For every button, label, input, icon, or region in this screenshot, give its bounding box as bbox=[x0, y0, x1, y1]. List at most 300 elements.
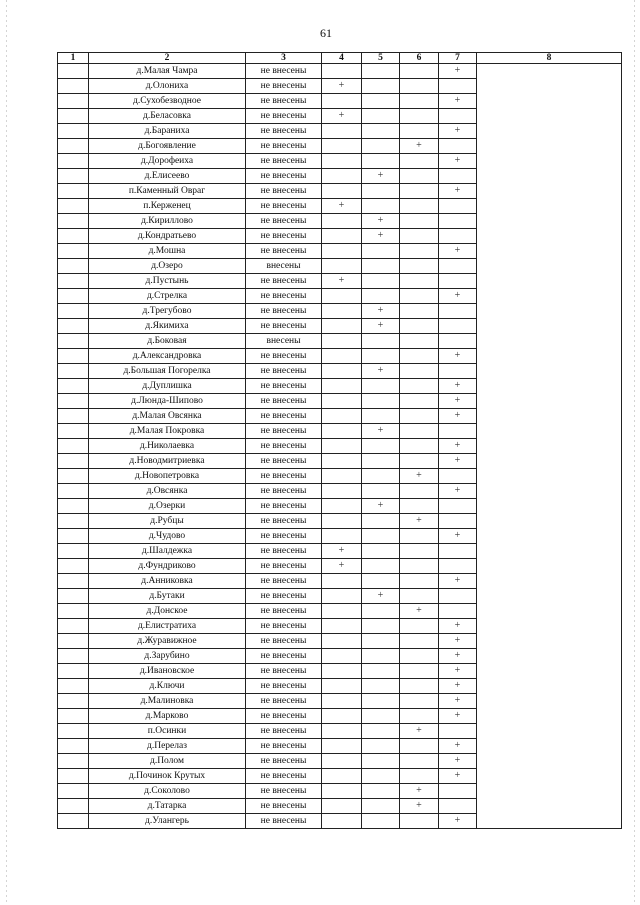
column-7-mark-cell bbox=[439, 424, 477, 439]
column-5-mark-cell bbox=[362, 79, 400, 94]
column-4-mark-cell bbox=[322, 379, 362, 394]
column-8-cell bbox=[477, 319, 622, 334]
status-cell: не внесены bbox=[246, 349, 322, 364]
column-7-mark-cell: + bbox=[439, 289, 477, 304]
column-8-cell bbox=[477, 259, 622, 274]
column-4-mark-cell bbox=[322, 529, 362, 544]
column-6-mark-cell: + bbox=[400, 784, 439, 799]
column-4-mark-cell bbox=[322, 244, 362, 259]
column-6-mark-cell bbox=[400, 409, 439, 424]
column-5-mark-cell bbox=[362, 454, 400, 469]
status-cell: не внесены bbox=[246, 109, 322, 124]
table-row bbox=[58, 124, 622, 139]
settlement-name-cell: д.Елисеево bbox=[89, 169, 246, 184]
column-4-mark-cell bbox=[322, 634, 362, 649]
column-header-1: 1 bbox=[58, 53, 89, 64]
column-8-cell bbox=[477, 154, 622, 169]
status-cell: не внесены bbox=[246, 244, 322, 259]
column-4-mark-cell bbox=[322, 814, 362, 829]
row-number-cell bbox=[58, 469, 89, 484]
row-number-cell bbox=[58, 514, 89, 529]
column-header-4: 4 bbox=[322, 53, 362, 64]
column-7-mark-cell bbox=[439, 469, 477, 484]
status-cell: не внесены bbox=[246, 649, 322, 664]
row-number-cell bbox=[58, 724, 89, 739]
table-row bbox=[58, 349, 622, 364]
column-4-mark-cell bbox=[322, 649, 362, 664]
column-4-mark-cell bbox=[322, 439, 362, 454]
status-cell: не внесены bbox=[246, 124, 322, 139]
status-cell: не внесены bbox=[246, 769, 322, 784]
row-number-cell bbox=[58, 424, 89, 439]
column-5-mark-cell bbox=[362, 514, 400, 529]
column-8-cell bbox=[477, 559, 622, 574]
settlement-name-cell: д.Соколово bbox=[89, 784, 246, 799]
column-8-cell bbox=[477, 619, 622, 634]
row-number-cell bbox=[58, 364, 89, 379]
column-4-mark-cell bbox=[322, 424, 362, 439]
column-5-mark-cell bbox=[362, 724, 400, 739]
column-7-mark-cell bbox=[439, 214, 477, 229]
table-row bbox=[58, 409, 622, 424]
column-8-cell bbox=[477, 649, 622, 664]
table-row bbox=[58, 619, 622, 634]
settlement-name-cell: д.Стрелка bbox=[89, 289, 246, 304]
settlement-name-cell: д.Елистратиха bbox=[89, 619, 246, 634]
column-5-mark-cell bbox=[362, 244, 400, 259]
column-4-mark-cell bbox=[322, 724, 362, 739]
column-4-mark-cell bbox=[322, 184, 362, 199]
column-4-mark-cell: + bbox=[322, 79, 362, 94]
settlement-name-cell: д.Бараниха bbox=[89, 124, 246, 139]
column-7-mark-cell bbox=[439, 274, 477, 289]
column-8-cell bbox=[477, 739, 622, 754]
settlement-name-cell: д.Фундриково bbox=[89, 559, 246, 574]
table-row bbox=[58, 259, 622, 274]
column-4-mark-cell: + bbox=[322, 199, 362, 214]
column-6-mark-cell bbox=[400, 484, 439, 499]
column-4-mark-cell bbox=[322, 679, 362, 694]
status-cell: внесены bbox=[246, 259, 322, 274]
settlement-name-cell: д.Малая Покровка bbox=[89, 424, 246, 439]
table-row bbox=[58, 724, 622, 739]
settlement-name-cell: д.Большая Погорелка bbox=[89, 364, 246, 379]
column-8-cell bbox=[477, 439, 622, 454]
column-7-mark-cell: + bbox=[439, 394, 477, 409]
column-6-mark-cell bbox=[400, 319, 439, 334]
column-8-cell bbox=[477, 814, 622, 829]
row-number-cell bbox=[58, 289, 89, 304]
status-cell: не внесены bbox=[246, 184, 322, 199]
column-5-mark-cell bbox=[362, 184, 400, 199]
column-5-mark-cell: + bbox=[362, 589, 400, 604]
column-8-cell bbox=[477, 784, 622, 799]
status-cell: не внесены bbox=[246, 604, 322, 619]
settlement-name-cell: д.Чудово bbox=[89, 529, 246, 544]
table-row bbox=[58, 154, 622, 169]
settlement-name-cell: д.Николаевка bbox=[89, 439, 246, 454]
status-cell: не внесены bbox=[246, 79, 322, 94]
row-number-cell bbox=[58, 394, 89, 409]
column-4-mark-cell: + bbox=[322, 109, 362, 124]
status-cell: не внесены bbox=[246, 274, 322, 289]
column-7-mark-cell bbox=[439, 784, 477, 799]
row-number-cell bbox=[58, 619, 89, 634]
column-4-mark-cell bbox=[322, 409, 362, 424]
settlement-name-cell: д.Мошна bbox=[89, 244, 246, 259]
status-cell: не внесены bbox=[246, 64, 322, 79]
settlement-name-cell: д.Новопетровка bbox=[89, 469, 246, 484]
column-5-mark-cell bbox=[362, 334, 400, 349]
column-6-mark-cell bbox=[400, 199, 439, 214]
column-8-cell bbox=[477, 799, 622, 814]
column-4-mark-cell: + bbox=[322, 559, 362, 574]
column-4-mark-cell bbox=[322, 364, 362, 379]
right-scan-edge bbox=[634, 0, 635, 905]
settlement-name-cell: д.Журавижное bbox=[89, 634, 246, 649]
column-6-mark-cell bbox=[400, 634, 439, 649]
column-6-mark-cell: + bbox=[400, 139, 439, 154]
column-7-mark-cell: + bbox=[439, 694, 477, 709]
column-header-2: 2 bbox=[89, 53, 246, 64]
settlement-name-cell: д.Марково bbox=[89, 709, 246, 724]
status-cell: не внесены bbox=[246, 784, 322, 799]
column-4-mark-cell bbox=[322, 169, 362, 184]
column-4-mark-cell bbox=[322, 94, 362, 109]
settlement-name-cell: п.Осинки bbox=[89, 724, 246, 739]
column-6-mark-cell bbox=[400, 154, 439, 169]
table-row bbox=[58, 79, 622, 94]
table-row bbox=[58, 754, 622, 769]
column-6-mark-cell bbox=[400, 574, 439, 589]
table-row bbox=[58, 694, 622, 709]
table-row bbox=[58, 319, 622, 334]
settlement-name-cell: д.Татарка bbox=[89, 799, 246, 814]
column-8-cell bbox=[477, 574, 622, 589]
column-6-mark-cell bbox=[400, 424, 439, 439]
column-7-mark-cell: + bbox=[439, 619, 477, 634]
status-cell: не внесены bbox=[246, 469, 322, 484]
settlement-name-cell: д.Овсянка bbox=[89, 484, 246, 499]
table-row bbox=[58, 529, 622, 544]
column-7-mark-cell: + bbox=[439, 154, 477, 169]
settlement-name-cell: д.Анниковка bbox=[89, 574, 246, 589]
status-cell: не внесены bbox=[246, 529, 322, 544]
column-6-mark-cell bbox=[400, 229, 439, 244]
column-4-mark-cell bbox=[322, 334, 362, 349]
column-5-mark-cell: + bbox=[362, 364, 400, 379]
table-row bbox=[58, 499, 622, 514]
column-5-mark-cell bbox=[362, 199, 400, 214]
row-number-cell bbox=[58, 229, 89, 244]
table-row bbox=[58, 109, 622, 124]
column-8-cell bbox=[477, 769, 622, 784]
settlement-name-cell: д.Богоявление bbox=[89, 139, 246, 154]
row-number-cell bbox=[58, 709, 89, 724]
column-8-cell bbox=[477, 529, 622, 544]
column-6-mark-cell bbox=[400, 544, 439, 559]
settlement-name-cell: д.Дорофеиха bbox=[89, 154, 246, 169]
column-6-mark-cell bbox=[400, 694, 439, 709]
column-6-mark-cell bbox=[400, 124, 439, 139]
settlement-name-cell: д.Якимиха bbox=[89, 319, 246, 334]
row-number-cell bbox=[58, 199, 89, 214]
status-cell: не внесены bbox=[246, 379, 322, 394]
status-cell: не внесены bbox=[246, 154, 322, 169]
table-row bbox=[58, 424, 622, 439]
settlement-name-cell: д.Александровка bbox=[89, 349, 246, 364]
column-6-mark-cell bbox=[400, 64, 439, 79]
settlement-name-cell: д.Улангерь bbox=[89, 814, 246, 829]
column-5-mark-cell bbox=[362, 694, 400, 709]
column-4-mark-cell: + bbox=[322, 544, 362, 559]
row-number-cell bbox=[58, 784, 89, 799]
table-row bbox=[58, 544, 622, 559]
column-8-cell bbox=[477, 229, 622, 244]
row-number-cell bbox=[58, 79, 89, 94]
status-cell: не внесены bbox=[246, 799, 322, 814]
column-4-mark-cell bbox=[322, 784, 362, 799]
table-row bbox=[58, 169, 622, 184]
column-7-mark-cell: + bbox=[439, 439, 477, 454]
settlement-name-cell: д.Сухобезводное bbox=[89, 94, 246, 109]
column-4-mark-cell bbox=[322, 574, 362, 589]
status-cell: не внесены bbox=[246, 664, 322, 679]
row-number-cell bbox=[58, 109, 89, 124]
column-7-mark-cell: + bbox=[439, 574, 477, 589]
column-4-mark-cell bbox=[322, 694, 362, 709]
column-6-mark-cell bbox=[400, 109, 439, 124]
status-cell: не внесены bbox=[246, 544, 322, 559]
column-5-mark-cell bbox=[362, 769, 400, 784]
column-4-mark-cell bbox=[322, 604, 362, 619]
row-number-cell bbox=[58, 169, 89, 184]
column-8-cell bbox=[477, 124, 622, 139]
settlement-name-cell: д.Шалдежка bbox=[89, 544, 246, 559]
page-number: 61 bbox=[320, 26, 332, 40]
column-5-mark-cell bbox=[362, 154, 400, 169]
table-row bbox=[58, 64, 622, 79]
column-7-mark-cell: + bbox=[439, 679, 477, 694]
settlement-name-cell: д.Малиновка bbox=[89, 694, 246, 709]
column-6-mark-cell: + bbox=[400, 724, 439, 739]
row-number-cell bbox=[58, 589, 89, 604]
column-5-mark-cell bbox=[362, 709, 400, 724]
column-4-mark-cell bbox=[322, 739, 362, 754]
row-number-cell bbox=[58, 319, 89, 334]
status-cell: не внесены bbox=[246, 589, 322, 604]
column-8-cell bbox=[477, 109, 622, 124]
table-row bbox=[58, 94, 622, 109]
status-cell: не внесены bbox=[246, 634, 322, 649]
column-8-cell bbox=[477, 469, 622, 484]
column-4-mark-cell bbox=[322, 664, 362, 679]
table-row bbox=[58, 199, 622, 214]
column-4-mark-cell bbox=[322, 769, 362, 784]
column-8-cell bbox=[477, 214, 622, 229]
table-row bbox=[58, 184, 622, 199]
row-number-cell bbox=[58, 739, 89, 754]
column-5-mark-cell: + bbox=[362, 214, 400, 229]
column-5-mark-cell bbox=[362, 664, 400, 679]
settlement-name-cell: д.Трегубово bbox=[89, 304, 246, 319]
table-row bbox=[58, 139, 622, 154]
settlement-name-cell: д.Полом bbox=[89, 754, 246, 769]
table-row bbox=[58, 649, 622, 664]
table-row bbox=[58, 229, 622, 244]
column-7-mark-cell: + bbox=[439, 184, 477, 199]
column-7-mark-cell: + bbox=[439, 814, 477, 829]
column-7-mark-cell bbox=[439, 109, 477, 124]
settlement-name-cell: д.Озеро bbox=[89, 259, 246, 274]
column-6-mark-cell bbox=[400, 274, 439, 289]
column-5-mark-cell bbox=[362, 394, 400, 409]
table-row bbox=[58, 604, 622, 619]
column-7-mark-cell bbox=[439, 559, 477, 574]
column-4-mark-cell: + bbox=[322, 274, 362, 289]
column-8-cell bbox=[477, 589, 622, 604]
settlement-name-cell: д.Ивановское bbox=[89, 664, 246, 679]
column-7-mark-cell: + bbox=[439, 649, 477, 664]
table-row bbox=[58, 664, 622, 679]
column-8-cell bbox=[477, 544, 622, 559]
row-number-cell bbox=[58, 439, 89, 454]
column-6-mark-cell bbox=[400, 334, 439, 349]
column-4-mark-cell bbox=[322, 64, 362, 79]
settlement-name-cell: д.Боковая bbox=[89, 334, 246, 349]
table-row bbox=[58, 679, 622, 694]
column-6-mark-cell bbox=[400, 169, 439, 184]
column-7-mark-cell: + bbox=[439, 454, 477, 469]
column-6-mark-cell: + bbox=[400, 799, 439, 814]
column-6-mark-cell bbox=[400, 769, 439, 784]
status-cell: не внесены bbox=[246, 694, 322, 709]
table-row bbox=[58, 574, 622, 589]
column-8-cell bbox=[477, 694, 622, 709]
column-7-mark-cell: + bbox=[439, 349, 477, 364]
status-cell: не внесены bbox=[246, 559, 322, 574]
column-7-mark-cell: + bbox=[439, 739, 477, 754]
row-number-cell bbox=[58, 64, 89, 79]
column-7-mark-cell bbox=[439, 304, 477, 319]
status-cell: не внесены bbox=[246, 514, 322, 529]
status-cell: не внесены bbox=[246, 484, 322, 499]
table-row bbox=[58, 589, 622, 604]
row-number-cell bbox=[58, 559, 89, 574]
row-number-cell bbox=[58, 124, 89, 139]
row-number-cell bbox=[58, 754, 89, 769]
row-number-cell bbox=[58, 244, 89, 259]
column-6-mark-cell bbox=[400, 289, 439, 304]
column-5-mark-cell bbox=[362, 289, 400, 304]
column-7-mark-cell: + bbox=[439, 529, 477, 544]
column-5-mark-cell: + bbox=[362, 229, 400, 244]
column-4-mark-cell bbox=[322, 514, 362, 529]
column-8-cell bbox=[477, 304, 622, 319]
status-cell: не внесены bbox=[246, 94, 322, 109]
column-7-mark-cell: + bbox=[439, 409, 477, 424]
column-7-mark-cell bbox=[439, 259, 477, 274]
settlement-name-cell: д.Ключи bbox=[89, 679, 246, 694]
column-header-7: 7 bbox=[439, 53, 477, 64]
column-6-mark-cell: + bbox=[400, 514, 439, 529]
column-header-5: 5 bbox=[362, 53, 400, 64]
column-7-mark-cell: + bbox=[439, 124, 477, 139]
column-6-mark-cell bbox=[400, 529, 439, 544]
status-cell: не внесены bbox=[246, 139, 322, 154]
column-4-mark-cell bbox=[322, 154, 362, 169]
column-5-mark-cell bbox=[362, 94, 400, 109]
column-8-cell bbox=[477, 79, 622, 94]
column-5-mark-cell bbox=[362, 739, 400, 754]
settlement-name-cell: д.Донское bbox=[89, 604, 246, 619]
settlement-name-cell: д.Зарубино bbox=[89, 649, 246, 664]
column-7-mark-cell: + bbox=[439, 634, 477, 649]
settlement-name-cell: п.Каменный Овраг bbox=[89, 184, 246, 199]
column-5-mark-cell: + bbox=[362, 304, 400, 319]
settlement-name-cell: д.Пустынь bbox=[89, 274, 246, 289]
row-number-cell bbox=[58, 454, 89, 469]
column-6-mark-cell bbox=[400, 709, 439, 724]
row-number-cell bbox=[58, 664, 89, 679]
left-scan-edge bbox=[6, 0, 7, 905]
table-row bbox=[58, 214, 622, 229]
row-number-cell bbox=[58, 574, 89, 589]
column-5-mark-cell bbox=[362, 124, 400, 139]
settlements-table bbox=[57, 52, 622, 829]
column-8-cell bbox=[477, 724, 622, 739]
column-7-mark-cell bbox=[439, 499, 477, 514]
column-4-mark-cell bbox=[322, 214, 362, 229]
column-8-cell bbox=[477, 499, 622, 514]
status-cell: не внесены bbox=[246, 304, 322, 319]
column-6-mark-cell bbox=[400, 379, 439, 394]
status-cell: не внесены bbox=[246, 199, 322, 214]
column-4-mark-cell bbox=[322, 394, 362, 409]
table-row bbox=[58, 379, 622, 394]
column-6-mark-cell bbox=[400, 814, 439, 829]
row-number-cell bbox=[58, 634, 89, 649]
row-number-cell bbox=[58, 349, 89, 364]
column-6-mark-cell bbox=[400, 304, 439, 319]
column-7-mark-cell: + bbox=[439, 379, 477, 394]
column-6-mark-cell bbox=[400, 679, 439, 694]
column-6-mark-cell bbox=[400, 739, 439, 754]
status-cell: не внесены bbox=[246, 679, 322, 694]
status-cell: не внесены bbox=[246, 814, 322, 829]
column-7-mark-cell bbox=[439, 229, 477, 244]
table-header-row bbox=[58, 53, 622, 64]
column-7-mark-cell: + bbox=[439, 709, 477, 724]
settlement-name-cell: д.Олониха bbox=[89, 79, 246, 94]
column-8-cell bbox=[477, 64, 622, 79]
row-number-cell bbox=[58, 499, 89, 514]
column-7-mark-cell: + bbox=[439, 64, 477, 79]
column-8-cell bbox=[477, 334, 622, 349]
column-header-6: 6 bbox=[400, 53, 439, 64]
column-7-mark-cell: + bbox=[439, 664, 477, 679]
table-row bbox=[58, 784, 622, 799]
row-number-cell bbox=[58, 379, 89, 394]
column-5-mark-cell bbox=[362, 679, 400, 694]
column-8-cell bbox=[477, 289, 622, 304]
column-8-cell bbox=[477, 634, 622, 649]
column-7-mark-cell bbox=[439, 514, 477, 529]
column-6-mark-cell bbox=[400, 394, 439, 409]
column-7-mark-cell: + bbox=[439, 244, 477, 259]
column-6-mark-cell bbox=[400, 184, 439, 199]
status-cell: не внесены bbox=[246, 319, 322, 334]
